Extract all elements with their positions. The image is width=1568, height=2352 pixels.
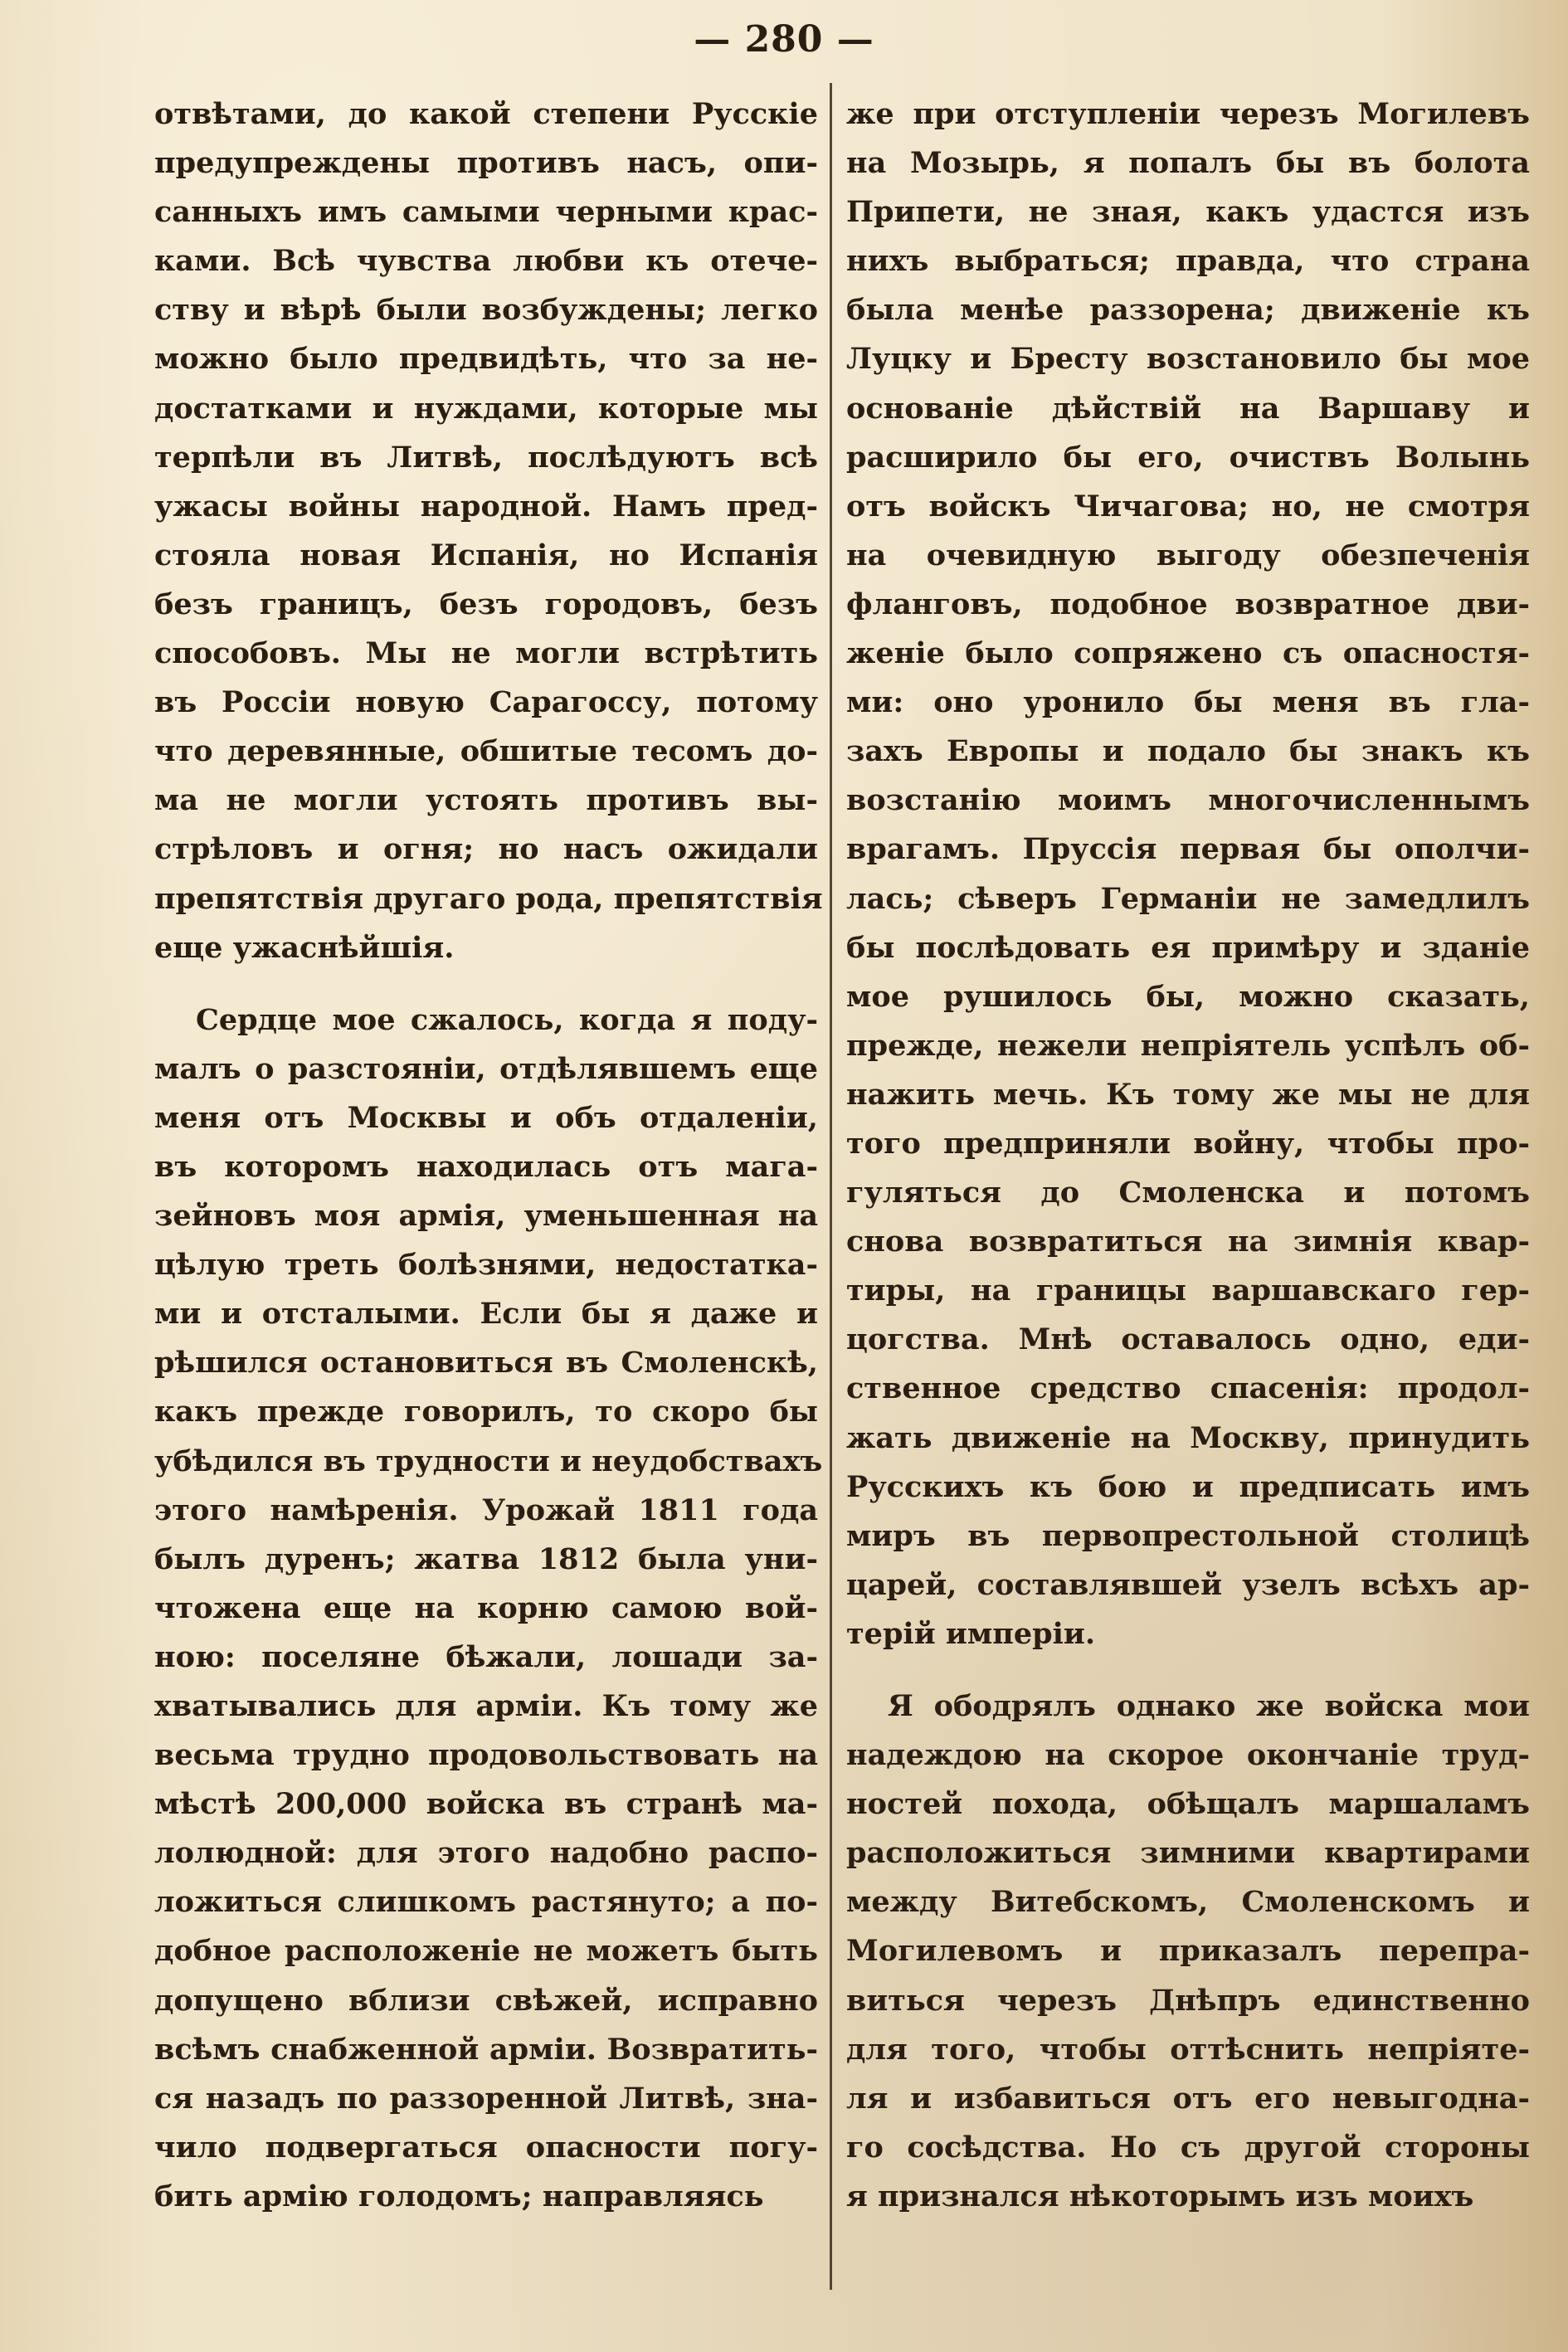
column-divider	[830, 83, 832, 2290]
text-line: женіе было сопряжено съ опасностя-	[846, 636, 1530, 671]
text-line: бить армію голодомъ; направляясь	[154, 2179, 764, 2213]
text-line: терпѣли въ Литвѣ, послѣдуютъ всѣ	[154, 440, 818, 475]
paragraph-gap	[846, 1658, 1530, 1682]
page-number: — 280 —	[694, 18, 874, 61]
text-line: стрѣловъ и огня; но насъ ожидали	[154, 832, 818, 867]
text-line: можно было предвидѣть, что за не-	[154, 342, 818, 377]
text-line: я признался нѣкоторымъ изъ моихъ	[846, 2179, 1474, 2213]
text-line: рѣшился остановиться въ Смоленскѣ,	[154, 1346, 818, 1381]
text-line: жать движеніе на Москву, принудить	[846, 1420, 1530, 1455]
text-line: гуляться до Смоленска и потомъ	[846, 1176, 1530, 1210]
text-line: ма не могли устоять противъ вы-	[154, 783, 818, 818]
text-line: прежде, нежели непріятель успѣлъ об-	[846, 1028, 1530, 1063]
text-line: миръ въ первопрестольной столицѣ	[846, 1518, 1530, 1553]
text-line: виться черезъ Днѣпръ единственно	[846, 1983, 1530, 2018]
text-line: же при отступленіи черезъ Могилевъ	[846, 97, 1530, 131]
text-line: Припети, не зная, какъ удастся изъ	[846, 195, 1530, 230]
text-line: меня отъ Москвы и объ отдаленіи,	[154, 1100, 818, 1135]
text-line: нажить мечь. Къ тому же мы не для	[846, 1077, 1530, 1112]
text-line: санныхъ имъ самыми черными крас-	[154, 195, 818, 230]
text-line: для того, чтобы оттѣснить непріяте-	[846, 2032, 1530, 2067]
right-column	[846, 90, 1530, 2221]
text-line: Русскихъ къ бою и предписать имъ	[846, 1469, 1530, 1504]
text-line: нихъ выбраться; правда, что страна	[846, 244, 1530, 279]
text-line: ля и избавиться отъ его невыгодна-	[846, 2081, 1530, 2116]
text-line: на Мозырь, я попалъ бы въ болота	[846, 146, 1530, 181]
text-line: цогства. Мнѣ оставалось одно, еди-	[846, 1322, 1530, 1357]
text-line: цѣлую треть болѣзнями, недостатка-	[154, 1248, 818, 1283]
left-column	[154, 90, 823, 2221]
text-line: расположиться зимними квартирами	[846, 1836, 1530, 1871]
text-line: врагамъ. Пруссія первая бы ополчи-	[846, 832, 1530, 867]
text-line: основаніе дѣйствій на Варшаву и	[846, 391, 1530, 426]
text-line: расширило бы его, очиствъ Волынь	[846, 440, 1530, 475]
text-line: бы послѣдовать ея примѣру и зданіе	[846, 930, 1530, 965]
text-line: лась; сѣверъ Германіи не замедлилъ	[846, 881, 1530, 916]
text-line: того предприняли войну, чтобы про-	[846, 1126, 1530, 1161]
text-line: мѣстѣ 200,000 войска въ странѣ ма-	[154, 1787, 818, 1822]
text-line: малъ о разстояніи, отдѣлявшемъ еще	[154, 1051, 818, 1086]
text-line: ся назадъ по раззоренной Литвѣ, зна-	[154, 2081, 818, 2116]
text-line: отвѣтами, до какой степени Русскіе	[154, 97, 818, 131]
text-line: добное расположеніе не можетъ быть	[154, 1934, 818, 1969]
text-line: ками. Всѣ чувства любви къ отече-	[154, 244, 818, 279]
text-line: терій имперіи.	[846, 1616, 1096, 1651]
text-line: Я ободрялъ однако же войска мои	[888, 1689, 1530, 1723]
text-line: ственное средство спасенія: продол-	[846, 1371, 1530, 1406]
text-line: тиры, на границы варшавскаго гер-	[846, 1273, 1530, 1308]
text-line: отъ войскъ Чичагова; но, не смотря	[846, 489, 1530, 523]
text-line: между Витебскомъ, Смоленскомъ и	[846, 1885, 1530, 1920]
text-line: что деревянные, обшитые тесомъ до-	[154, 734, 818, 769]
text-line: еще ужаснѣйшія.	[154, 930, 455, 965]
text-line: ми и отсталыми. Если бы я даже и	[154, 1297, 818, 1332]
text-line: убѣдился въ трудности и неудобствахъ	[154, 1444, 823, 1478]
text-line: Могилевомъ и приказалъ перепра-	[846, 1934, 1530, 1969]
text-line: надеждою на скорое окончаніе труд-	[846, 1738, 1530, 1773]
text-line: снова возвратиться на зимнія квар-	[846, 1225, 1530, 1259]
text-line: ству и вѣрѣ были возбуждены; легко	[154, 293, 818, 328]
text-line: захъ Европы и подало бы знакъ къ	[846, 734, 1530, 769]
text-line: какъ прежде говорилъ, то скоро бы	[154, 1395, 818, 1429]
text-line: ною: поселяне бѣжали, лошади за-	[154, 1639, 818, 1674]
text-line: возстанію моимъ многочисленнымъ	[846, 783, 1530, 818]
text-line: допущено вблизи свѣжей, исправно	[154, 1983, 818, 2018]
text-line: царей, составлявшей узелъ всѣхъ ар-	[846, 1567, 1530, 1602]
text-line: былъ дуренъ; жатва 1812 была уни-	[154, 1541, 818, 1576]
text-line: въ Россіи новую Сарагоссу, потому	[154, 685, 818, 720]
text-line: безъ границъ, безъ городовъ, безъ	[154, 587, 818, 621]
text-line: Сердце мое сжалось, когда я поду-	[196, 1002, 818, 1037]
text-line: способовъ. Мы не могли встрѣтить	[154, 636, 818, 671]
text-line: го сосѣдства. Но съ другой стороны	[846, 2130, 1530, 2165]
text-line: зейновъ моя армія, уменьшенная на	[154, 1199, 818, 1234]
text-line: ми: оно уронило бы меня въ гла-	[846, 685, 1530, 720]
paragraph-gap	[154, 972, 818, 996]
text-line: всѣмъ снабженной арміи. Возвратить-	[154, 2032, 818, 2067]
text-line: стояла новая Испанія, но Испанія	[154, 538, 818, 572]
text-line: ложиться слишкомъ растянуто; а по-	[154, 1885, 818, 1920]
text-line: хватывались для арміи. Къ тому же	[154, 1689, 818, 1723]
text-line: мое рушилось бы, можно сказать,	[846, 979, 1530, 1014]
text-line: чтожена еще на корню самою вой-	[154, 1590, 818, 1625]
text-line: лолюдной: для этого надобно распо-	[154, 1836, 818, 1871]
text-line: достатками и нуждами, которые мы	[154, 391, 818, 426]
text-line: была менѣе раззорена; движеніе къ	[846, 293, 1530, 328]
text-line: весьма трудно продовольствовать на	[154, 1738, 818, 1773]
text-line: ужасы войны народной. Намъ пред-	[154, 489, 818, 523]
text-line: Луцку и Бресту возстановило бы мое	[846, 342, 1530, 377]
text-line: этого намѣренія. Урожай 1811 года	[154, 1493, 818, 1527]
text-line: препятствія другаго рода, препятствія	[154, 881, 823, 916]
text-line: ностей похода, обѣщалъ маршаламъ	[846, 1787, 1530, 1822]
text-line: фланговъ, подобное возвратное дви-	[846, 587, 1530, 621]
text-line: на очевидную выгоду обезпеченія	[846, 538, 1530, 572]
text-line: чило подвергаться опасности погу-	[154, 2130, 818, 2165]
text-line: въ которомъ находилась отъ мага-	[154, 1149, 818, 1184]
text-line: предупреждены противъ насъ, опи-	[154, 146, 818, 181]
